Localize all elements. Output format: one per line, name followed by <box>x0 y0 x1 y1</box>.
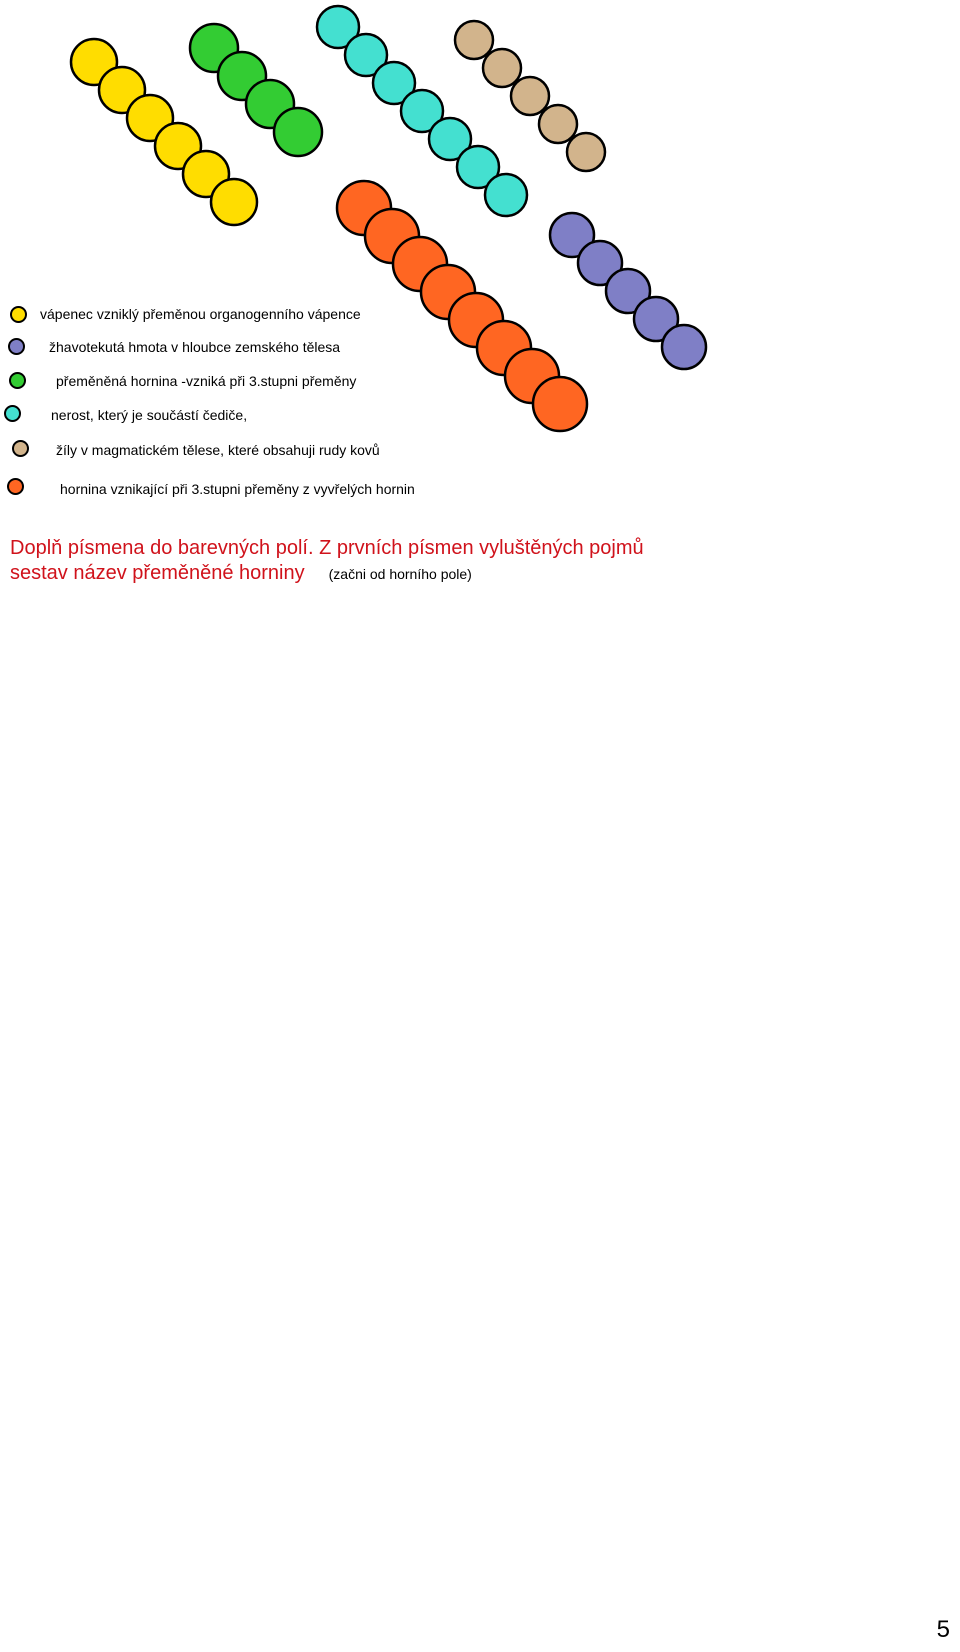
chain-green <box>190 24 322 156</box>
instruction-note: (začni od horního pole) <box>328 566 472 582</box>
instruction-main: Doplň písmena do barevných polí. Z prvních písmen vyluštěných pojmů sestav název přeměněné horniny <box>10 537 644 584</box>
cyan-circle-icon <box>4 405 21 422</box>
page-number: 5 <box>936 1616 950 1643</box>
purple-circle-icon <box>8 338 25 355</box>
orange-letter-cell[interactable] <box>533 377 587 431</box>
legend-text: přeměněná hornina -vzniká při 3.stupni přeměny <box>56 373 357 389</box>
legend-text: žíly v magmatickém tělese, které obsahuji rudy kovů <box>56 442 380 458</box>
legend-text: vápenec vzniklý přeměnou organogenního vápence <box>40 306 361 322</box>
orange-circle-icon <box>7 478 24 495</box>
legend-text: nerost, který je součástí čediče, <box>51 407 248 423</box>
instruction-text <box>10 536 670 587</box>
cyan-letter-cell[interactable] <box>485 174 527 216</box>
chain-orange <box>337 181 587 431</box>
chain-purple <box>550 213 706 369</box>
yellow-letter-cell[interactable] <box>211 179 257 225</box>
tan-letter-cell[interactable] <box>567 133 605 171</box>
tan-letter-cell[interactable] <box>511 77 549 115</box>
tan-letter-cell[interactable] <box>455 21 493 59</box>
green-circle-icon <box>9 372 26 389</box>
yellow-circle-icon <box>10 306 27 323</box>
tan-letter-cell[interactable] <box>539 105 577 143</box>
purple-letter-cell[interactable] <box>662 325 706 369</box>
tan-circle-icon <box>12 440 29 457</box>
legend-text: hornina vznikající při 3.stupni přeměny z vyvřelých hornin <box>60 481 415 497</box>
green-letter-cell[interactable] <box>274 108 322 156</box>
tan-letter-cell[interactable] <box>483 49 521 87</box>
legend-text: žhavotekutá hmota v hloubce zemského tělesa <box>49 339 341 355</box>
